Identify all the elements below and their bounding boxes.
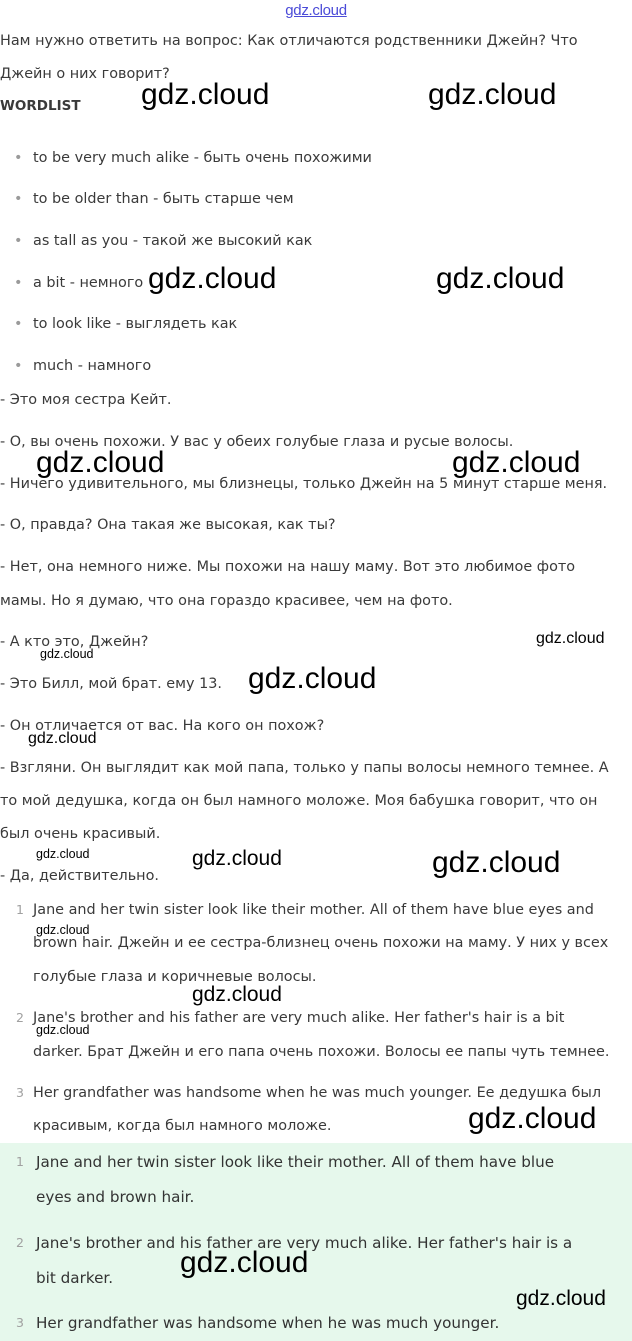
answer-line: красивым, когда был намного моложе.: [33, 1118, 332, 1134]
wordlist-item-text: to look like - выглядеть как: [33, 316, 238, 332]
dialogue-line: - Нет, она немного ниже. Мы похожи на нашу маму. Вот это любимое фото: [0, 559, 576, 575]
answer-line: eyes and brown hair.: [36, 1188, 195, 1206]
watermark: gdz.cloud: [28, 730, 97, 747]
wordlist-item-text: a bit - немного: [33, 275, 144, 291]
dialogue-line: - Это моя сестра Кейт.: [0, 392, 172, 408]
list-item: [14, 185, 294, 213]
dialogue-line: - Он отличается от вас. На кого он похож?: [0, 718, 325, 734]
bullet-icon: •: [14, 233, 23, 249]
answer-number: 3: [16, 1315, 24, 1330]
watermark: gdz.cloud: [141, 78, 270, 111]
wordlist-item-text: as tall as you - такой же высокий как: [33, 233, 313, 249]
dialogue-line: то мой дедушка, когда он был намного моложе. Моя бабушка говорит, что он: [0, 793, 598, 809]
answer-line: bit darker.: [36, 1269, 114, 1287]
bullet-icon: •: [14, 316, 23, 332]
list-item: [14, 310, 237, 338]
dialogue-line: - Это Билл, мой брат. ему 13.: [0, 676, 222, 692]
list-item: [14, 144, 372, 172]
answer-line: Her grandfather was handsome when he was much younger. Ее дедушка был: [33, 1085, 602, 1101]
answer-number: 1: [16, 902, 24, 917]
final-answer-box: [0, 1143, 632, 1341]
dialogue-line: - О, правда? Она такая же высокая, как ты?: [0, 517, 336, 533]
watermark: gdz.cloud: [432, 846, 561, 879]
watermark: gdz.cloud: [36, 446, 165, 479]
list-item: [14, 269, 143, 297]
watermark: gdz.cloud: [40, 647, 94, 661]
intro-line-1: Нам нужно ответить на вопрос: Как отличаются родственники Джейн? Что: [0, 33, 578, 49]
watermark: gdz.cloud: [192, 983, 282, 1006]
watermark: gdz.cloud: [36, 1023, 90, 1037]
wordlist-item-text: to be very much alike - быть очень похожими: [33, 150, 372, 166]
bullet-icon: •: [14, 275, 23, 291]
answer-number: 2: [16, 1235, 24, 1250]
answer-line: Jane's brother and his father are very much alike. Her father's hair is a: [36, 1234, 573, 1252]
bullet-icon: •: [14, 150, 23, 166]
watermark: gdz.cloud: [428, 78, 557, 111]
dialogue-line: - Ничего удивительного, мы близнецы, только Джейн на 5 минут старше меня.: [0, 476, 608, 492]
watermark: gdz.cloud: [516, 1287, 606, 1310]
answer-line: Jane and her twin sister look like their mother. All of them have blue: [36, 1153, 555, 1171]
list-item: [14, 352, 151, 380]
intro-line-2: Джейн о них говорит?: [0, 66, 170, 82]
wordlist-heading: WORDLIST: [0, 98, 81, 114]
answer-line: голубые глаза и коричневые волосы.: [33, 969, 317, 985]
answer-number: 1: [16, 1154, 24, 1169]
watermark: gdz.cloud: [452, 446, 581, 479]
answer-number: 3: [16, 1085, 24, 1100]
dialogue-line: мамы. Но я думаю, что она гораздо красивее, чем на фото.: [0, 593, 453, 609]
bullet-icon: •: [14, 358, 23, 374]
watermark: gdz.cloud: [536, 630, 605, 647]
answer-number: 2: [16, 1010, 24, 1025]
answer-line: Her grandfather was handsome when he was much younger.: [36, 1314, 500, 1332]
answer-line: Jane and her twin sister look like their mother. All of them have blue eyes and: [33, 902, 594, 918]
watermark: gdz.cloud: [36, 923, 90, 937]
wordlist-item-text: to be older than - быть старше чем: [33, 191, 294, 207]
dialogue-line: - О, вы очень похожи. У вас у обеих голубые глаза и русые волосы.: [0, 434, 514, 450]
watermark: gdz.cloud: [192, 847, 282, 870]
watermark: gdz.cloud: [36, 847, 90, 861]
wordlist-item-text: much - намного: [33, 358, 152, 374]
watermark: gdz.cloud: [248, 662, 377, 695]
watermark: gdz.cloud: [436, 262, 565, 295]
dialogue-line: - А кто это, Джейн?: [0, 634, 149, 650]
watermark: gdz.cloud: [468, 1102, 597, 1135]
dialogue-line: - Взгляни. Он выглядит как мой папа, только у папы волосы немного темнее. А: [0, 760, 609, 776]
watermark: gdz.cloud: [180, 1246, 309, 1279]
watermark: gdz.cloud: [148, 262, 277, 295]
answer-line: darker. Брат Джейн и его папа очень похожи. Волосы ее папы чуть темнее.: [33, 1044, 610, 1060]
list-item: [14, 227, 312, 255]
top-watermark-link[interactable]: gdz.cloud: [285, 2, 347, 19]
bullet-icon: •: [14, 191, 23, 207]
dialogue-line: был очень красивый.: [0, 826, 161, 842]
answer-line: brown hair. Джейн и ее сестра-близнец очень похожи на маму. У них у всех: [33, 935, 609, 951]
dialogue-line: - Да, действительно.: [0, 868, 159, 884]
answer-line: Jane's brother and his father are very much alike. Her father's hair is a bit: [33, 1010, 565, 1026]
